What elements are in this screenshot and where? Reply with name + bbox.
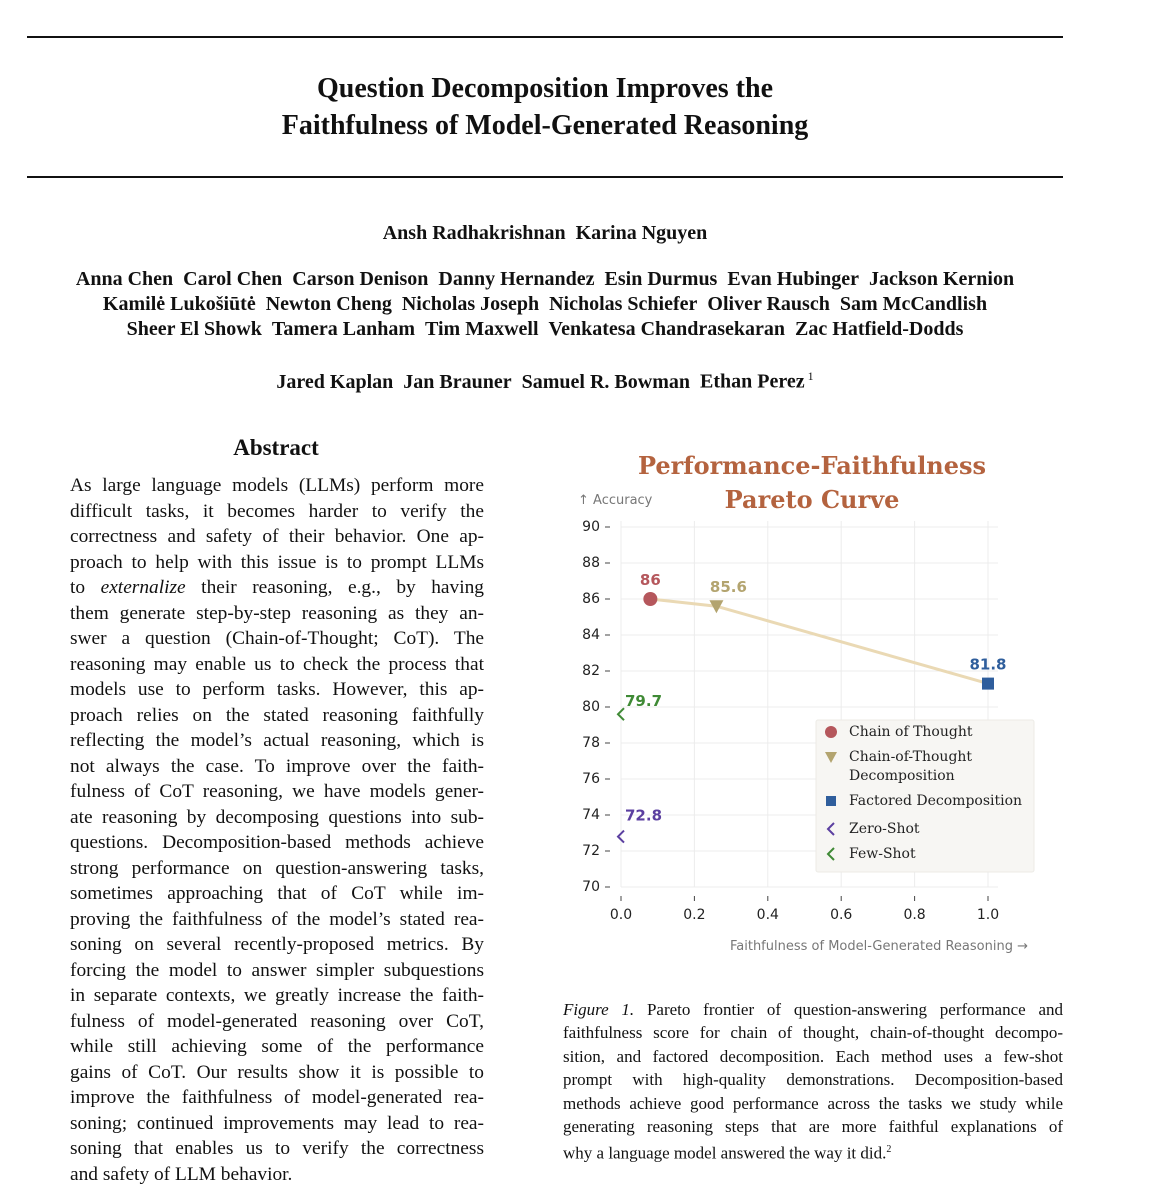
- x-tick-label: 0.2: [683, 907, 706, 923]
- y-tick-label: 88: [582, 555, 600, 571]
- author-name: Nicholas Joseph: [401, 293, 540, 315]
- senior-authors: [0, 364, 1090, 395]
- data-point-label: 79.7: [625, 692, 663, 711]
- x-tick-label: 0.0: [609, 907, 633, 923]
- abstract-line: correctness and safety of their behavior. One ap-: [70, 526, 484, 547]
- author-name: Carol Chen: [183, 268, 283, 290]
- author-name: Samuel R. Bowman: [521, 370, 690, 393]
- data-point-marker: [982, 678, 994, 690]
- legend-label: Chain-of-Thought: [849, 749, 973, 765]
- abstract-line: to externalize their reasoning, e.g., by having: [70, 577, 484, 598]
- abstract-line: in separate contexts, we greatly increase the faith-: [70, 985, 484, 1006]
- title-line-1: Question Decomposition Improves the: [316, 73, 774, 104]
- author-name: Anna Chen: [75, 268, 174, 290]
- abstract-line: proach to help with this issue is to prompt LLMs: [70, 551, 484, 573]
- caption-label: Figure 1.: [563, 1000, 635, 1019]
- data-point-marker: [643, 592, 657, 606]
- author-name: Ethan Perez $^1$: [699, 369, 814, 393]
- abstract-line: not always the case. To improve over the faith-: [70, 755, 484, 777]
- y-tick-label: 70: [582, 879, 600, 895]
- legend-label: Factored Decomposition: [849, 793, 1023, 809]
- x-axis-label: Faithfulness of Model-Generated Reasoning →: [729, 939, 1028, 954]
- abstract-line: them generate step-by-step reasoning as they an-: [70, 602, 484, 624]
- y-tick-label: 78: [582, 735, 600, 751]
- y-axis-label: ↑ Accuracy: [578, 493, 653, 508]
- chart-title-line: Pareto Curve: [724, 485, 900, 514]
- author-name: Jan Brauner: [403, 370, 512, 393]
- abstract-line: swer a question (Chain-of-Thought; CoT). The: [70, 628, 484, 649]
- abstract-line: proach relies on the stated reasoning faithfully: [70, 704, 484, 726]
- pareto-chart: [560, 440, 1060, 970]
- caption-line: generating reasoning steps that are more faithful explanations of: [563, 1116, 1063, 1136]
- author-name: Jared Kaplan: [276, 370, 394, 393]
- author-name: Sam McCandlish: [839, 293, 988, 315]
- abstract-heading: Abstract: [233, 435, 319, 460]
- abstract-line: and safety of LLM behavior.: [70, 1163, 293, 1185]
- abstract-line: fulness of CoT reasoning, we have models gener-: [70, 781, 484, 802]
- author-name: Danny Hernandez: [438, 268, 595, 290]
- data-point-label: 85.6: [709, 578, 747, 597]
- abstract-line: improve the faithfulness of model-generated rea-: [70, 1087, 484, 1108]
- abstract-body: [70, 473, 484, 1187]
- author-name: Ansh Radhakrishnan: [382, 222, 566, 244]
- y-tick-label: 76: [582, 771, 600, 787]
- author-name: Tamera Lanham: [271, 318, 415, 340]
- caption-line: faithfulness score for chain of thought, chain-of-thought decompo-: [563, 1023, 1063, 1043]
- legend-marker: [826, 796, 836, 806]
- legend-label: Zero-Shot: [849, 821, 920, 837]
- caption-footnote: 2: [886, 1144, 892, 1156]
- caption-line: methods achieve good performance across the tasks we study while: [563, 1093, 1063, 1113]
- title-line-2: Faithfulness of Model-Generated Reasoning: [281, 110, 809, 141]
- author-name: Tim Maxwell: [425, 318, 539, 340]
- y-tick-label: 82: [582, 663, 600, 679]
- y-tick-label: 84: [582, 627, 600, 643]
- abstract-line: soning on several recently-proposed metrics. By: [70, 934, 484, 955]
- y-tick-label: 86: [582, 591, 600, 607]
- abstract-line: reflecting the model’s actual reasoning, which is: [70, 730, 484, 751]
- author-name: Carson Denison: [292, 268, 429, 290]
- y-tick-label: 90: [582, 519, 600, 535]
- data-point-label: 72.8: [625, 806, 663, 825]
- author-row-1: [0, 267, 1090, 292]
- x-tick-label: 1.0: [976, 907, 1000, 923]
- abstract-line: questions. Decomposition-based methods achieve: [70, 832, 484, 853]
- author-name: Zac Hatfield-Dodds: [795, 318, 964, 340]
- chart-title-line: Performance-Faithfulness: [637, 451, 987, 480]
- author-name: Kamilė Lukošiūtė: [102, 293, 256, 315]
- author-name: Oliver Rausch: [707, 293, 830, 315]
- legend-label: Decomposition: [849, 768, 955, 784]
- figure-caption: [563, 998, 1063, 1162]
- abstract-line: fulness of model-generated reasoning over CoT,: [70, 1010, 484, 1032]
- title-bottom-rule: [27, 176, 1063, 178]
- author-name: Jackson Kernion: [869, 268, 1015, 290]
- top-rule: [27, 36, 1063, 38]
- abstract-line: difficult tasks, it becomes harder to verify the: [70, 500, 484, 522]
- lead-authors: [0, 221, 1090, 246]
- abstract-line: proving the faithfulness of the model’s stated rea-: [70, 908, 484, 930]
- data-point-label: 86: [639, 571, 661, 589]
- y-tick-label: 74: [582, 807, 600, 823]
- abstract-line: sometimes approaching that of CoT while im-: [70, 883, 484, 904]
- author-name: Newton Cheng: [265, 293, 392, 315]
- y-tick-label: 72: [582, 843, 600, 859]
- author-name: Evan Hubinger: [727, 268, 860, 290]
- author-row-2: [0, 292, 1090, 317]
- x-tick-label: 0.4: [756, 907, 779, 923]
- abstract-line: soning that enables us to verify the correctness: [70, 1138, 484, 1159]
- affiliation-footnote: 1: [804, 369, 814, 383]
- caption-line: prompt with high-quality demonstrations. Decomposition-based: [563, 1070, 1063, 1090]
- caption-line: sition, and factored decomposition. Each method uses a few-shot: [563, 1046, 1063, 1066]
- author-row-3: [0, 317, 1090, 342]
- author-name: Venkatesa Chandrasekaran: [548, 318, 786, 340]
- y-tick-label: 80: [582, 699, 600, 715]
- author-name: Esin Durmus: [604, 268, 718, 290]
- legend-marker: [825, 726, 837, 738]
- caption-line: why a language model answered the way it did.$^2$: [563, 1144, 892, 1163]
- abstract-line: ate reasoning by decomposing questions into sub-: [70, 806, 484, 828]
- abstract-line: reasoning may enable us to check the process that: [70, 653, 484, 675]
- author-name: Sheer El Showk: [126, 318, 262, 340]
- paper-title: [0, 70, 1090, 144]
- abstract-line: strong performance on question-answering tasks,: [70, 857, 484, 879]
- abstract-line: soning; continued improvements may lead to rea-: [70, 1112, 484, 1134]
- abstract-line: while still achieving some of the performance: [70, 1036, 484, 1057]
- abstract-line: As large language models (LLMs) perform more: [70, 475, 484, 496]
- data-point-label: 81.8: [969, 655, 1007, 674]
- caption-line: Figure 1. Pareto frontier of question-answering performance and: [563, 1000, 1063, 1019]
- legend-label: Few-Shot: [849, 846, 916, 862]
- abstract-line: gains of CoT. Our results show it is possible to: [70, 1061, 484, 1083]
- legend-label: Chain of Thought: [849, 724, 973, 740]
- author-name: Karina Nguyen: [575, 222, 708, 244]
- x-tick-label: 0.8: [903, 907, 926, 923]
- abstract-line: models use to perform tasks. However, this ap-: [70, 679, 484, 700]
- abstract-line: forcing the model to answer simpler subquestions: [70, 959, 484, 981]
- author-name: Nicholas Schiefer: [549, 293, 698, 315]
- x-tick-label: 0.6: [830, 907, 853, 923]
